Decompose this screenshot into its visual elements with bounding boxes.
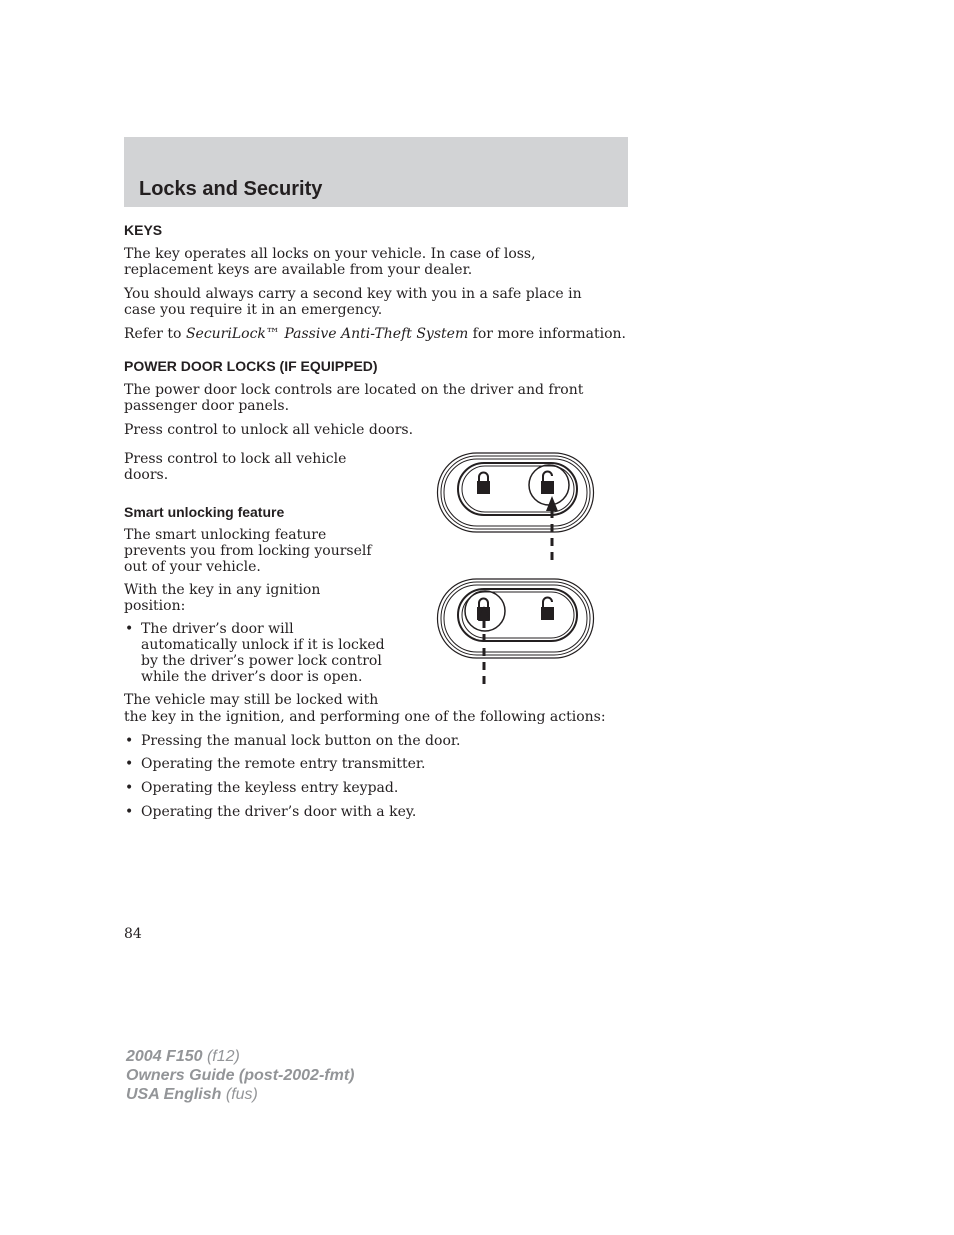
action-text: Operating the keyless entry keypad. bbox=[141, 780, 399, 796]
bullet-dot: • bbox=[125, 756, 134, 772]
keys-paragraph-2: You should always carry a second key with you in a safe place in case you require it in an emergency. bbox=[124, 286, 582, 318]
power-locks-paragraph-2: Press control to unlock all vehicle doors. bbox=[124, 422, 414, 438]
power-door-locks-heading: POWER DOOR LOCKS (IF EQUIPPED) bbox=[124, 358, 378, 374]
footer-line-model bbox=[126, 1047, 354, 1066]
smart-paragraph-3a: The vehicle may still be locked with bbox=[124, 692, 379, 708]
smart-paragraph-1: The smart unlocking feature prevents you from locking yourself out of your vehicle. bbox=[124, 527, 372, 575]
action-text: Operating the driver’s door with a key. bbox=[141, 804, 417, 820]
action-text: Pressing the manual lock button on the door. bbox=[141, 733, 461, 749]
unlock-icon bbox=[541, 598, 554, 621]
refer-suffix: for more information. bbox=[468, 326, 626, 342]
section-header-band bbox=[124, 137, 628, 207]
power-locks-paragraph-3: Press control to lock all vehicle doors. bbox=[124, 451, 347, 483]
action-list-item bbox=[124, 780, 624, 796]
footer-language-code: (fus) bbox=[221, 1086, 258, 1103]
power-locks-paragraph-1: The power door lock controls are located on the driver and front passenger door panels. bbox=[124, 382, 584, 414]
refer-prefix: Refer to bbox=[124, 326, 186, 342]
action-text: Operating the remote entry transmitter. bbox=[141, 756, 426, 772]
section-title: Locks and Security bbox=[139, 178, 323, 200]
footer-model-code: (f12) bbox=[202, 1048, 240, 1065]
footer-model: 2004 F150 bbox=[126, 1048, 203, 1065]
lock-icon bbox=[477, 473, 490, 495]
action-list-item bbox=[124, 804, 624, 820]
action-list-item bbox=[124, 756, 624, 772]
unlock-icon bbox=[541, 472, 554, 495]
smart-unlocking-heading: Smart unlocking feature bbox=[124, 504, 285, 520]
smart-bullet-item bbox=[124, 621, 394, 685]
footer-guide: Owners Guide (post-2002-fmt) bbox=[126, 1067, 355, 1084]
smart-paragraph-3b: the key in the ignition, and performing one of the following actions: bbox=[124, 709, 606, 725]
footer-line-language bbox=[126, 1085, 354, 1104]
bullet-dot: • bbox=[125, 621, 134, 637]
smart-bullet-text: The driver’s door will automatically unlock if it is locked by the driver’s power lock control while the driver’s door is open. bbox=[141, 621, 385, 685]
keys-paragraph-1: The key operates all locks on your vehicle. In case of loss, replacement keys are available from your dealer. bbox=[124, 246, 536, 278]
action-list-item bbox=[124, 733, 624, 749]
securilock-reference: SecuriLock™ Passive Anti-Theft System bbox=[185, 326, 469, 342]
arrow-up-icon bbox=[478, 606, 490, 688]
page-number: 84 bbox=[124, 926, 142, 942]
bullet-dot: • bbox=[125, 733, 134, 749]
lock-control-diagram bbox=[436, 576, 596, 691]
footer-language: USA English bbox=[126, 1086, 222, 1103]
footer-line-guide bbox=[126, 1066, 354, 1085]
document-footer bbox=[126, 1047, 354, 1104]
bullet-dot: • bbox=[125, 804, 134, 820]
bullet-dot: • bbox=[125, 780, 134, 796]
keys-heading: KEYS bbox=[124, 222, 163, 238]
unlock-control-diagram bbox=[436, 450, 596, 565]
smart-paragraph-2: With the key in any ignition position: bbox=[124, 582, 321, 614]
keys-refer-paragraph bbox=[124, 326, 644, 342]
